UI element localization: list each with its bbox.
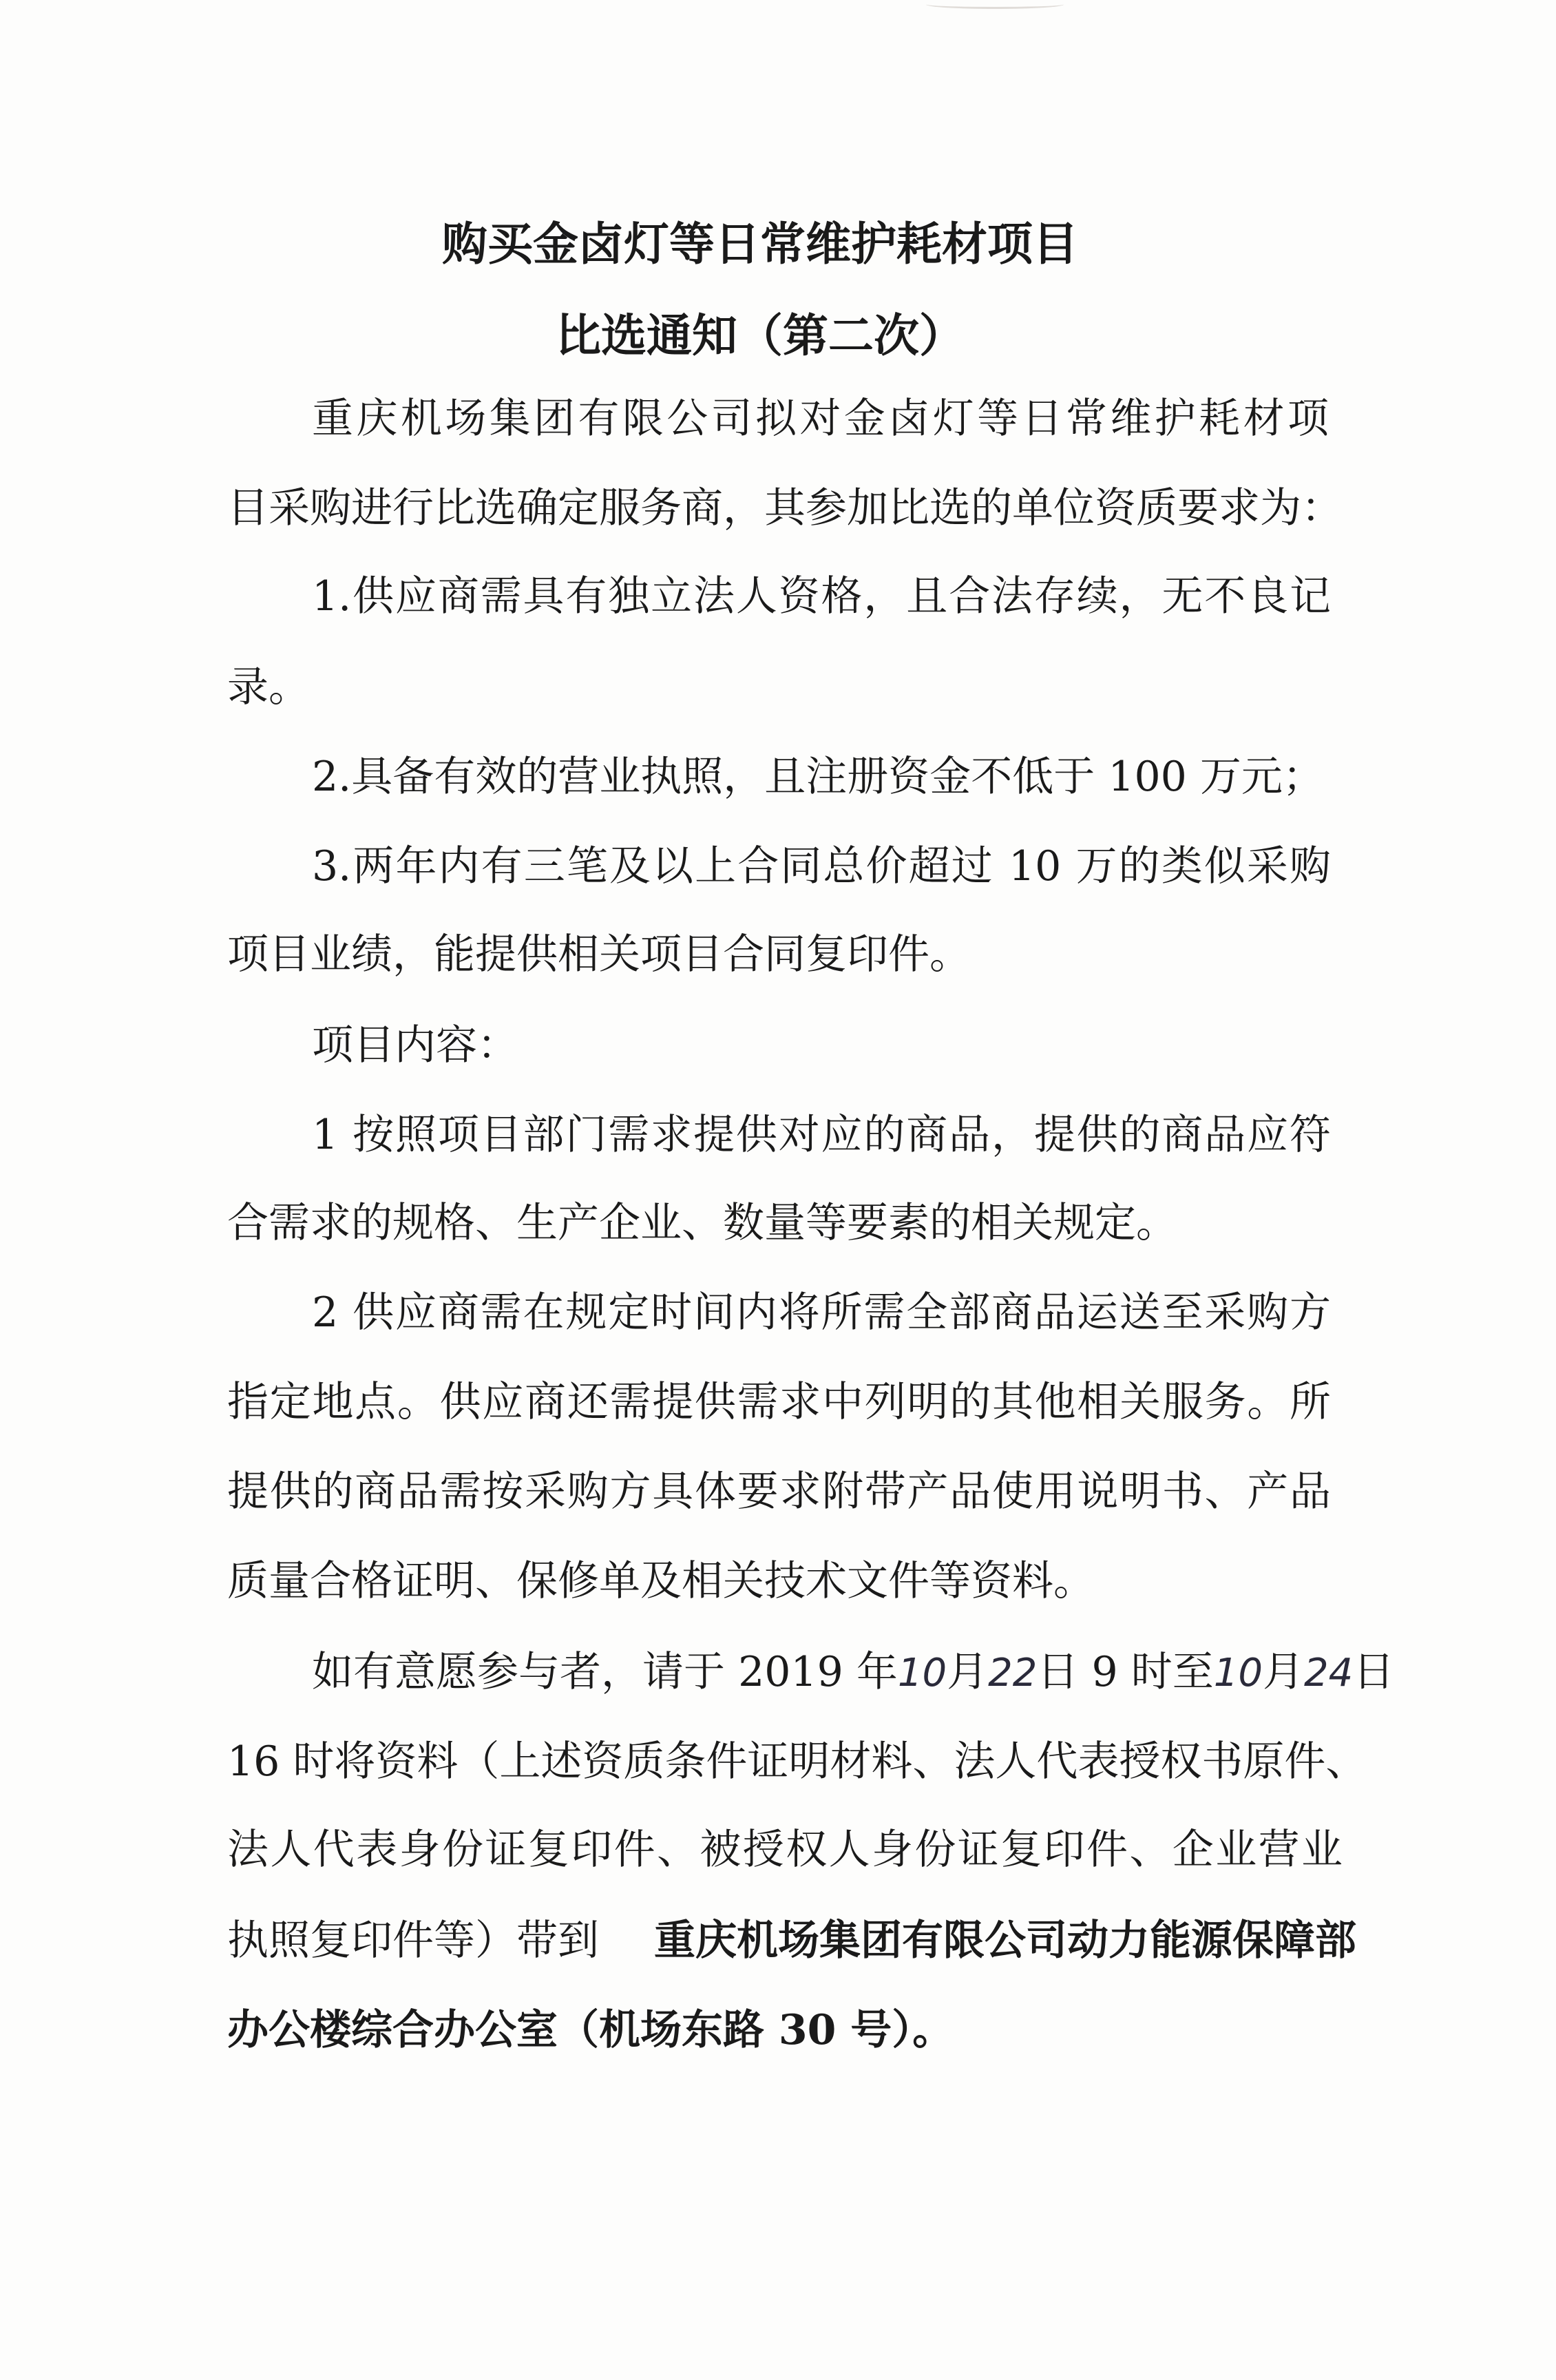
content-2-line-1: 2 供应商需在规定时间内将所需全部商品运送至采购方: [312, 1288, 1331, 1337]
content-1-line-1: 1 按照项目部门需求提供对应的商品，提供的商品应符: [312, 1111, 1331, 1159]
requirement-2: 2.具备有效的营业执照，且注册资金不低于 100 万元；: [312, 753, 1324, 801]
requirement-1-line-1: 1.供应商需具有独立法人资格，且合法存续，无不良记: [312, 572, 1331, 620]
date-prefix: 如有意愿参与者，请于 2019 年: [312, 1648, 898, 1696]
content-heading: 项目内容：: [312, 1021, 518, 1069]
handwritten-start-day: 22: [988, 1651, 1038, 1695]
submission-line-2: 16 时将资料（上述资质条件证明材料、法人代表授权书原件、: [227, 1737, 1367, 1786]
requirement-3-line-1: 3.两年内有三笔及以上合同总价超过 10 万的类似采购: [312, 842, 1331, 890]
content-1-line-2: 合需求的规格、生产企业、数量等要素的相关规定。: [227, 1199, 1177, 1247]
document-title-line-1: 购买金卤灯等日常维护耗材项目: [442, 218, 1078, 271]
destination-department: 重庆机场集团有限公司动力能源保障部: [654, 1917, 1356, 1965]
month-char-1: 月: [947, 1648, 989, 1696]
requirement-1-line-2: 录。: [227, 663, 310, 711]
content-2-line-2: 指定地点。供应商还需提供需求中列明的其他相关服务。所: [227, 1378, 1331, 1426]
handwritten-end-day: 24: [1303, 1651, 1354, 1695]
day-char-2: 日: [1353, 1648, 1395, 1696]
document-title-line-2: 比选通知（第二次）: [556, 309, 965, 362]
time-to-text: 日 9 时至: [1037, 1648, 1214, 1696]
requirement-3-line-2: 项目业绩，能提供相关项目合同复印件。: [227, 930, 971, 979]
handwritten-end-month: 10: [1213, 1651, 1263, 1695]
submission-line-4-prefix: 执照复印件等）带到: [227, 1917, 599, 1965]
content-2-line-4: 质量合格证明、保修单及相关技术文件等资料。: [227, 1557, 1095, 1605]
destination-office: 办公楼综合办公室（机场东路 30 号）。: [227, 2006, 954, 2054]
submission-line-4: [227, 1913, 1356, 1968]
submission-date-line: [312, 1645, 1395, 1701]
intro-line-2: 目采购进行比选确定服务商，其参加比选的单位资质要求为：: [227, 484, 1343, 532]
scan-edge-mark: [926, 0, 1064, 9]
content-2-line-3: 提供的商品需按采购方具体要求附带产品使用说明书、产品: [227, 1468, 1331, 1516]
month-char-2: 月: [1262, 1648, 1304, 1696]
handwritten-start-month: 10: [897, 1651, 947, 1695]
intro-line-1: 重庆机场集团有限公司拟对金卤灯等日常维护耗材项: [312, 395, 1329, 443]
submission-line-3: 法人代表身份证复印件、被授权人身份证复印件、企业营业: [227, 1826, 1343, 1874]
